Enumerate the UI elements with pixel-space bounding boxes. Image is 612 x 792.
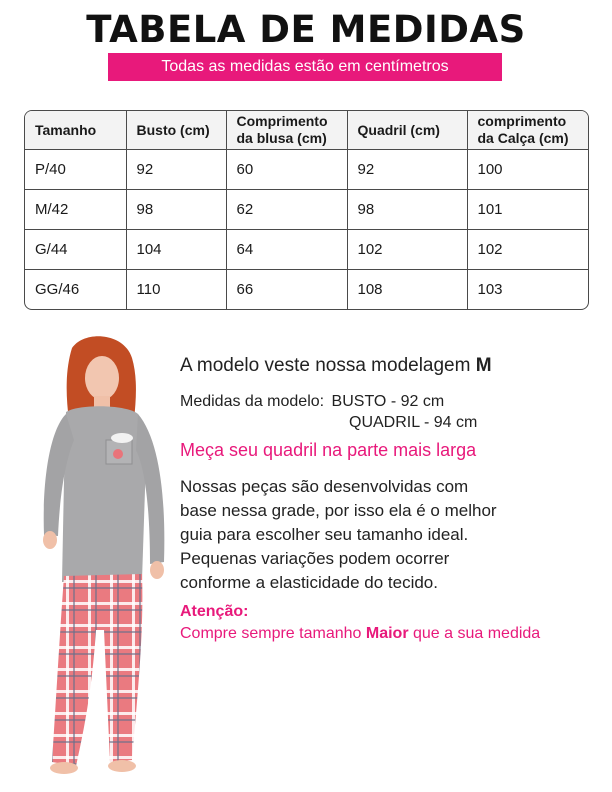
column-header-hip: Quadril (cm) xyxy=(347,111,467,150)
table-row xyxy=(25,230,588,270)
model-size-statement: A modelo veste nossa modelagem M xyxy=(180,355,492,376)
model-size: M xyxy=(475,355,492,376)
table-cell-hip: 98 xyxy=(347,190,467,230)
table-cell-pants-length: 100 xyxy=(467,150,588,190)
table-cell-size: GG/46 xyxy=(25,270,126,310)
table-cell-pants-length: 101 xyxy=(467,190,588,230)
hip-tip: Meça seu quadril na parte mais larga xyxy=(180,440,477,460)
column-header-shirt-length: Comprimento da blusa (cm) xyxy=(226,111,347,150)
table-cell-size: M/42 xyxy=(25,190,126,230)
table-cell-size: P/40 xyxy=(25,150,126,190)
table-cell-pants-length: 103 xyxy=(477,281,503,298)
table-cell-pants-length: 102 xyxy=(467,230,588,270)
measurements-label: Medidas da modelo: xyxy=(180,393,325,410)
table-row xyxy=(25,150,588,190)
column-header-bust: Busto (cm) xyxy=(126,111,226,150)
table-row xyxy=(25,270,588,310)
model-bust-measure: BUSTO - 92 cm xyxy=(331,393,445,410)
table-cell-shirt-length: 66 xyxy=(226,270,347,310)
table-header-row xyxy=(25,111,588,150)
table-cell-shirt-length: 60 xyxy=(226,150,347,190)
table-cell-hip: 108 xyxy=(347,270,467,310)
description-text: Nossas peças são desenvolvidas com base nessa grade, por isso ela é o melhor guia para escolher seu tamanho ideal. Pequenas variações podem ocorrer conforme a elasticidade do tecido. xyxy=(180,477,497,592)
face-shape xyxy=(85,356,119,400)
model-illustration xyxy=(14,330,174,780)
size-table xyxy=(24,110,589,310)
model-info-panel xyxy=(180,355,605,642)
shirt-shape xyxy=(62,406,146,582)
model-hip-measure: QUADRIL - 94 cm xyxy=(349,414,478,431)
pants-shape xyxy=(52,574,142,766)
table-cell-bust: 98 xyxy=(126,190,226,230)
table-cell-hip: 92 xyxy=(347,150,467,190)
units-badge: Todas as medidas estão em centímetros xyxy=(108,53,502,81)
attention-title: Atenção: xyxy=(180,603,249,620)
attention-text: Compre sempre tamanho Maior que a sua medida xyxy=(180,625,541,642)
column-header-pants-length: comprimento da Calça (cm) xyxy=(467,111,588,150)
table-cell-bust: 92 xyxy=(126,150,226,190)
table-cell-hip: 102 xyxy=(347,230,467,270)
table-cell-bust: 104 xyxy=(126,230,226,270)
table-row xyxy=(25,190,588,230)
page-title: TABELA DE MEDIDAS xyxy=(86,8,526,51)
table-cell-shirt-length: 64 xyxy=(226,230,347,270)
column-header-size: Tamanho xyxy=(25,111,126,150)
model-measurements xyxy=(180,391,477,433)
table-cell-size: G/44 xyxy=(25,230,126,270)
table-cell-bust: 110 xyxy=(126,270,226,310)
table-cell-shirt-length: 62 xyxy=(226,190,347,230)
